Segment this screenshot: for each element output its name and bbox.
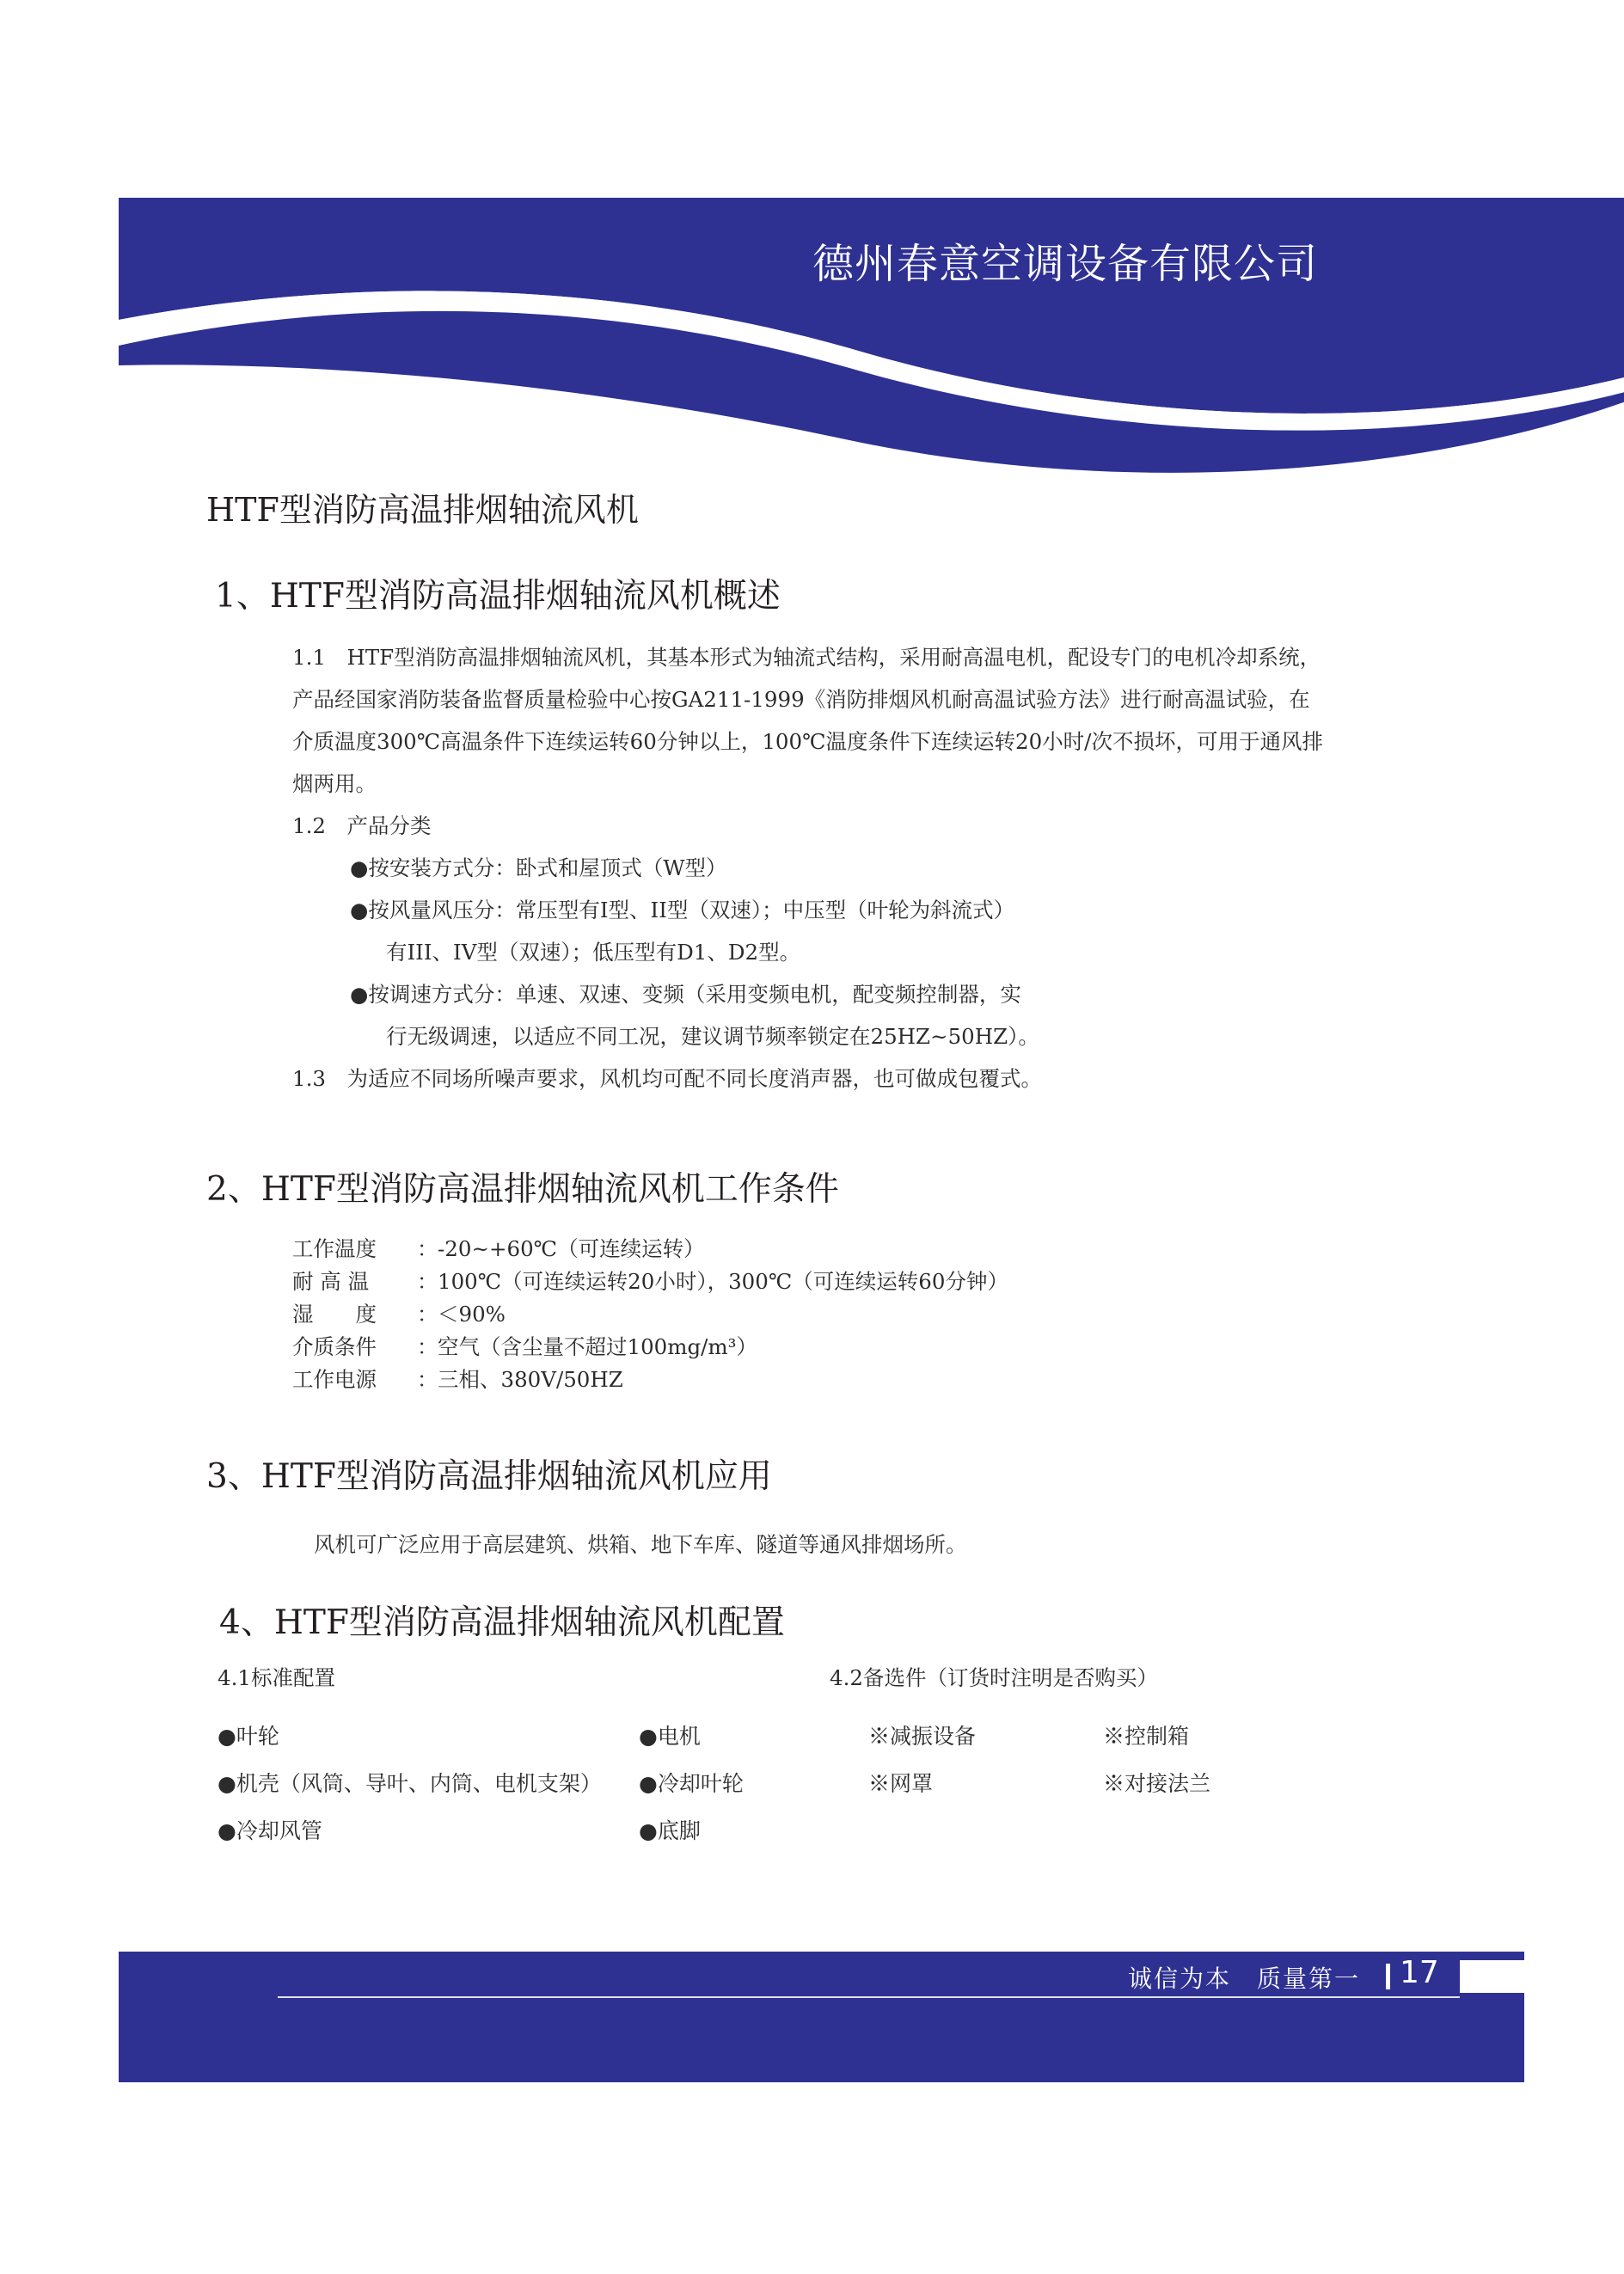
spec-colon: ： <box>417 1236 438 1261</box>
spec-value: 三相、380V/50HZ <box>438 1367 623 1392</box>
optional-parts-col-2 <box>1103 1719 1210 1814</box>
spec-value: ＜90% <box>438 1302 506 1327</box>
standard-config-caption: 4.1标准配置 <box>218 1665 335 1690</box>
optional-parts-caption: 4.2备选件（订货时注明是否购买） <box>830 1665 1158 1690</box>
optional-item: ※减振设备 <box>868 1724 977 1749</box>
classification-item-continuation: 有III、IV型（双速）；低压型有D1、D2型。 <box>386 940 801 965</box>
optional-item: ※对接法兰 <box>1103 1771 1211 1796</box>
spec-row <box>292 1364 1008 1396</box>
section-1-body <box>292 636 1323 847</box>
classification-item: ●按调速方式分：单速、双速、变频（采用变频电机，配变频控制器，实 <box>350 982 1021 1007</box>
classification-item-continuation: 行无级调速，以适应不同工况，建议调节频率锁定在25HZ~50HZ）。 <box>386 1024 1039 1049</box>
page-title: HTF型消防高温排烟轴流风机 <box>206 491 639 529</box>
spec-colon: ： <box>417 1302 438 1327</box>
config-item: ●冷却叶轮 <box>639 1771 744 1796</box>
footer-slogan: 诚信为本 质量第一 <box>1128 1964 1361 1993</box>
spec-label: 工作温度 <box>292 1236 377 1261</box>
section-1-heading: 1、HTF型消防高温排烟轴流风机概述 <box>215 577 781 616</box>
config-item: ●机壳（风筒、导叶、内筒、电机支架） <box>218 1771 602 1796</box>
spec-value: 100℃（可连续运转20小时），300℃（可连续运转60分钟） <box>438 1269 1008 1294</box>
config-item: ●冷却风管 <box>218 1818 322 1843</box>
standard-config-col-1 <box>218 1719 602 1861</box>
section-4-heading: 4、HTF型消防高温排烟轴流风机配置 <box>219 1603 785 1642</box>
page-number-box <box>1460 1960 1524 1993</box>
spec-label: 耐 高 温 <box>292 1269 370 1294</box>
spec-row <box>292 1298 1008 1331</box>
spec-colon: ： <box>417 1334 438 1359</box>
classification-item: ●按安装方式分：卧式和屋顶式（W型） <box>350 855 727 880</box>
spec-row <box>292 1266 1008 1298</box>
spec-colon: ： <box>417 1269 438 1294</box>
page-number: 17 <box>1400 1955 1439 1990</box>
config-item: ●底脚 <box>639 1818 701 1843</box>
application-text: 风机可广泛应用于高层建筑、烘箱、地下车库、隧道等通风排烟场所。 <box>314 1532 967 1557</box>
spec-label: 工作电源 <box>292 1367 377 1392</box>
body-line: 介质温度300℃高温条件下连续运转60分钟以上，100℃温度条件下连续运转20小时/次不损坏，可用于通风排 <box>292 729 1323 754</box>
spec-label: 介质条件 <box>292 1334 377 1359</box>
body-line: 烟两用。 <box>292 771 377 796</box>
footer-rule <box>278 1996 1460 1998</box>
body-line: 1.1 HTF型消防高温排烟轴流风机，其基本形式为轴流式结构，采用耐高温电机，配设专门的电机冷却系统， <box>292 645 1321 670</box>
spec-row <box>292 1331 1008 1364</box>
working-conditions-list <box>292 1233 1008 1396</box>
footer-separator <box>1386 1964 1390 1989</box>
spec-value: -20~+60℃（可连续运转） <box>438 1236 705 1261</box>
optional-parts-col-1 <box>868 1719 976 1814</box>
classification-list <box>350 847 1039 1057</box>
classification-item: ●按风量风压分：常压型有I型、II型（双速）；中压型（叶轮为斜流式） <box>350 898 1015 922</box>
spec-colon: ： <box>417 1367 438 1392</box>
spec-value: 空气（含尘量不超过100mg/m³） <box>438 1334 757 1359</box>
config-item: ●叶轮 <box>218 1724 279 1749</box>
spec-label: 湿 度 <box>292 1302 377 1327</box>
optional-item: ※网罩 <box>868 1771 934 1796</box>
spec-row <box>292 1233 1008 1266</box>
company-name: 德州春意空调设备有限公司 <box>812 240 1319 288</box>
section-2-heading: 2、HTF型消防高温排烟轴流风机工作条件 <box>206 1170 839 1209</box>
config-item: ●电机 <box>639 1724 701 1749</box>
section-3-heading: 3、HTF型消防高温排烟轴流风机应用 <box>206 1457 772 1496</box>
body-line: 1.2 产品分类 <box>292 813 432 838</box>
body-line: 产品经国家消防装备监督质量检验中心按GA211-1999《消防排烟风机耐高温试验方法》进行耐高温试验，在 <box>292 687 1310 712</box>
optional-item: ※控制箱 <box>1103 1724 1190 1749</box>
section-1-3-text: 1.3 为适应不同场所噪声要求，风机均可配不同长度消声器，也可做成包覆式。 <box>292 1066 1042 1091</box>
standard-config-col-2 <box>639 1719 744 1861</box>
